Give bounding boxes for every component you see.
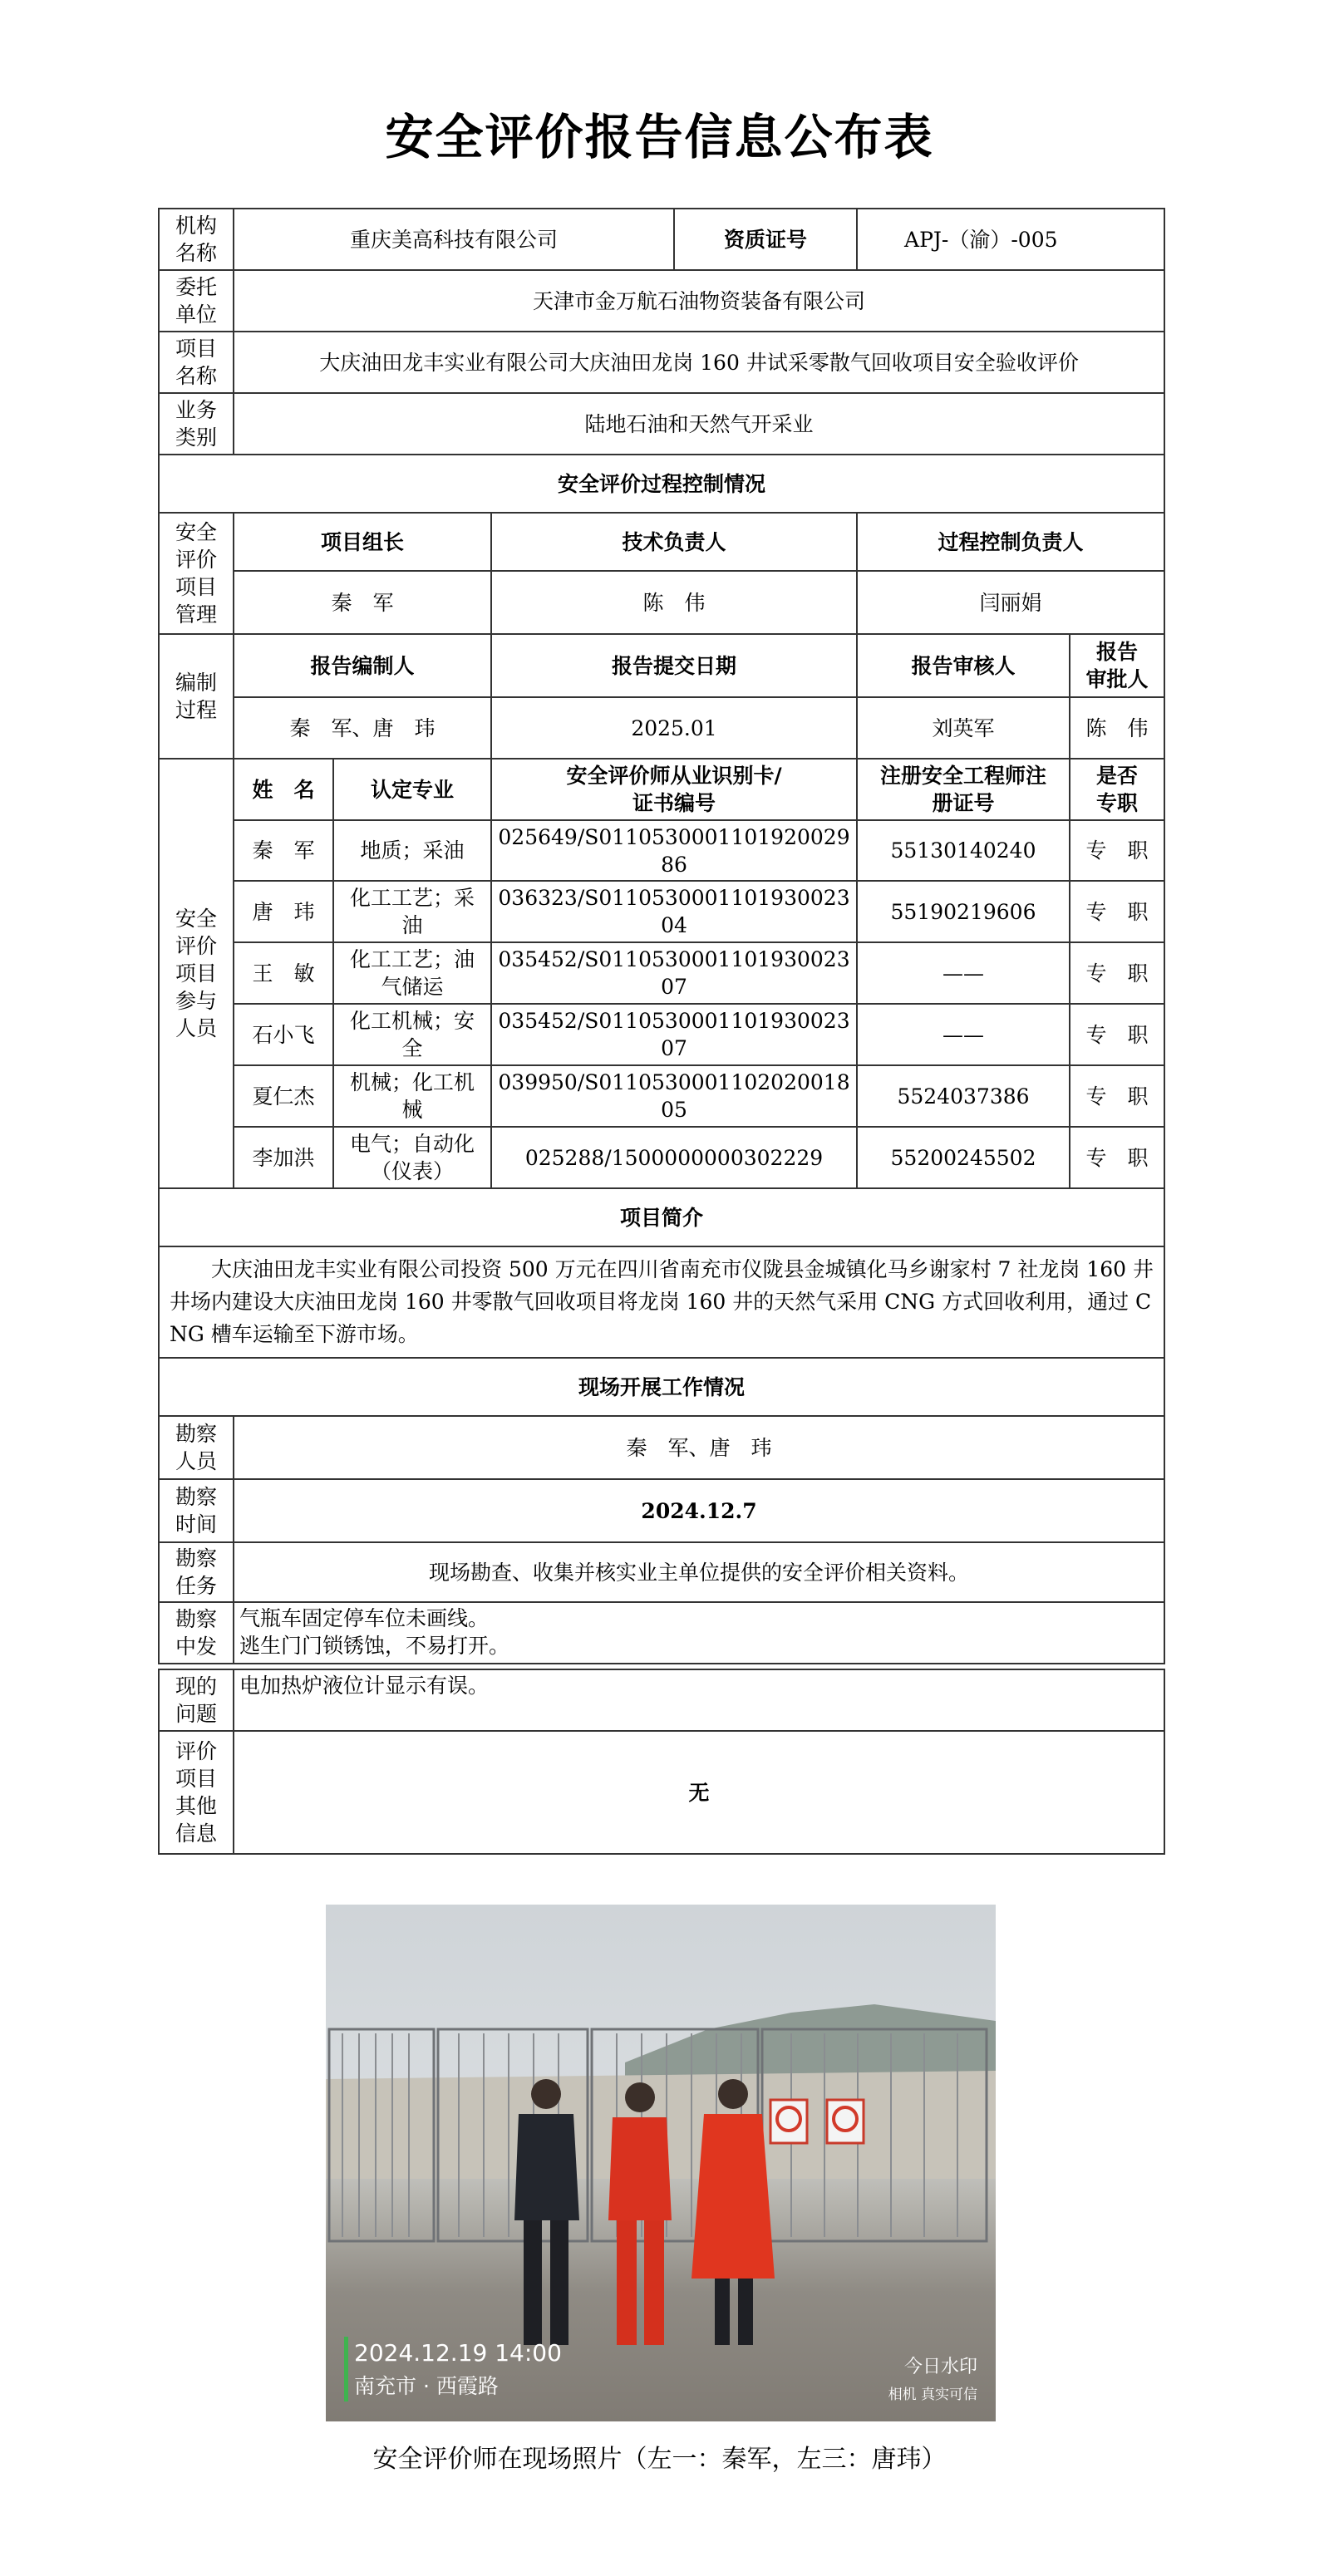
mgmt-header-control: 过程控制负责人 <box>857 513 1164 571</box>
staff-header-major: 认定专业 <box>333 759 491 820</box>
intro-text: 大庆油田龙丰实业有限公司投资 500 万元在四川省南充市仪陇县金城镇化马乡谢家村 7 社龙岗 160 井井场内建设大庆油田龙岗 160 井零散气回收项目将龙岗 160 井的天然气采用 CNG 方式回收利用，通过 CNG 槽车运输至下游市场。 <box>159 1246 1164 1358</box>
staff-fulltime: 专 职 <box>1070 820 1164 881</box>
table-row <box>159 1127 1164 1188</box>
staff-major: 机械；化工机 械 <box>333 1065 491 1127</box>
business-label: 业务 类别 <box>159 393 234 455</box>
client-label: 委托 单位 <box>159 270 234 332</box>
compile-reviewer: 刘英军 <box>857 697 1070 759</box>
staff-reg: —— <box>857 1004 1070 1065</box>
cert-label: 资质证号 <box>674 209 857 270</box>
other-info-label: 评价 项目 其他 信息 <box>159 1731 234 1854</box>
mgmt-header-tech: 技术负责人 <box>491 513 857 571</box>
problems-table <box>158 1669 1165 1855</box>
project-value: 大庆油田龙丰实业有限公司大庆油田龙岗 160 井试采零散气回收项目安全验收评价 <box>234 332 1164 393</box>
staff-name: 唐 玮 <box>234 881 333 942</box>
watermark-app-sub: 相机 真实可信 <box>888 2387 977 2403</box>
staff-label: 安全 评价 项目 参与 人员 <box>159 759 234 1188</box>
survey-task-value: 现场勘查、收集并核实业主单位提供的安全评价相关资料。 <box>234 1542 1164 1602</box>
table-row <box>159 820 1164 881</box>
survey-found-label: 勘察 中发 <box>159 1602 234 1664</box>
photo-caption: 安全评价师在现场照片（左一：秦军，左三：唐玮） <box>372 2445 947 2474</box>
mgmt-leader: 秦 军 <box>234 571 491 634</box>
table-row <box>159 1004 1164 1065</box>
mgmt-header-leader: 项目组长 <box>234 513 491 571</box>
staff-name: 李加洪 <box>234 1127 333 1188</box>
site-photo <box>326 1905 996 2421</box>
problems-value: 电加热炉液位计显示有误。 <box>234 1669 1164 1731</box>
cert-value: APJ-（渝）-005 <box>857 209 1164 270</box>
staff-reg: —— <box>857 942 1070 1004</box>
staff-reg: 55200245502 <box>857 1127 1070 1188</box>
staff-card: 025649/S011053000110192002986 <box>491 820 857 881</box>
staff-name: 王 敏 <box>234 942 333 1004</box>
staff-name: 夏仁杰 <box>234 1065 333 1127</box>
business-value: 陆地石油和天然气开采业 <box>234 393 1164 455</box>
mgmt-control: 闫丽娟 <box>857 571 1164 634</box>
compile-date: 2025.01 <box>491 697 857 759</box>
mgmt-tech: 陈 伟 <box>491 571 857 634</box>
staff-card: 025288/1500000000302229 <box>491 1127 857 1188</box>
survey-time-value: 2024.12.7 <box>234 1479 1164 1542</box>
compile-header-reviewer: 报告审核人 <box>857 634 1070 697</box>
staff-fulltime: 专 职 <box>1070 881 1164 942</box>
watermark-app-name: 今日水印 <box>903 2357 977 2377</box>
staff-reg: 5524037386 <box>857 1065 1070 1127</box>
table-row <box>159 881 1164 942</box>
staff-fulltime: 专 职 <box>1070 1127 1164 1188</box>
page-title: 安全评价报告信息公布表 <box>385 109 934 165</box>
staff-reg: 55190219606 <box>857 881 1070 942</box>
staff-header-reg: 注册安全工程师注 册证号 <box>857 759 1070 820</box>
photo-location: 南充市 · 西霞路 <box>354 2374 499 2398</box>
photo-timestamp: 2024.12.19 14:00 <box>354 2339 562 2367</box>
problems-label: 现的 问题 <box>159 1669 234 1731</box>
compile-author: 秦 军、唐 玮 <box>234 697 491 759</box>
compile-approver: 陈 伟 <box>1070 697 1164 759</box>
other-info-value: 无 <box>234 1731 1164 1854</box>
org-value: 重庆美高科技有限公司 <box>234 209 674 270</box>
staff-reg: 55130140240 <box>857 820 1070 881</box>
staff-name: 秦 军 <box>234 820 333 881</box>
info-table <box>158 208 1165 1664</box>
survey-task-label: 勘察 任务 <box>159 1542 234 1602</box>
compile-header-author: 报告编制人 <box>234 634 491 697</box>
management-label: 安全 评价 项目 管理 <box>159 513 234 634</box>
staff-header-name: 姓 名 <box>234 759 333 820</box>
site-section-heading: 现场开展工作情况 <box>159 1358 1164 1416</box>
staff-fulltime: 专 职 <box>1070 1065 1164 1127</box>
staff-major: 地质；采油 <box>333 820 491 881</box>
staff-header-fulltime: 是否 专职 <box>1070 759 1164 820</box>
staff-card: 035452/S011053000110193002307 <box>491 942 857 1004</box>
watermark-bar <box>344 2337 348 2401</box>
compile-header-date: 报告提交日期 <box>491 634 857 697</box>
staff-fulltime: 专 职 <box>1070 1004 1164 1065</box>
staff-major: 化工机械；安 全 <box>333 1004 491 1065</box>
process-section-heading: 安全评价过程控制情况 <box>159 455 1164 513</box>
staff-major: 化工工艺；采 油 <box>333 881 491 942</box>
compile-label: 编制 过程 <box>159 634 234 759</box>
staff-fulltime: 专 职 <box>1070 942 1164 1004</box>
survey-people-label: 勘察 人员 <box>159 1416 234 1479</box>
compile-header-approver: 报告 审批人 <box>1070 634 1164 697</box>
staff-card: 036323/S011053000110193002304 <box>491 881 857 942</box>
org-label: 机构 名称 <box>159 209 234 270</box>
table-row <box>159 942 1164 1004</box>
table-row <box>159 1065 1164 1127</box>
staff-card: 039950/S011053000110202001805 <box>491 1065 857 1127</box>
staff-header-card: 安全评价师从业识别卡/ 证书编号 <box>491 759 857 820</box>
staff-card: 035452/S011053000110193002307 <box>491 1004 857 1065</box>
staff-name: 石小飞 <box>234 1004 333 1065</box>
intro-section-heading: 项目简介 <box>159 1188 1164 1246</box>
survey-found-value: 气瓶车固定停车位未画线。 逃生门门锁锈蚀，不易打开。 <box>234 1602 1164 1664</box>
survey-people-value: 秦 军、唐 玮 <box>234 1416 1164 1479</box>
staff-major: 电气；自动化 （仪表） <box>333 1127 491 1188</box>
survey-time-label: 勘察 时间 <box>159 1479 234 1542</box>
staff-major: 化工工艺；油 气储运 <box>333 942 491 1004</box>
client-value: 天津市金万航石油物资装备有限公司 <box>234 270 1164 332</box>
project-label: 项目 名称 <box>159 332 234 393</box>
